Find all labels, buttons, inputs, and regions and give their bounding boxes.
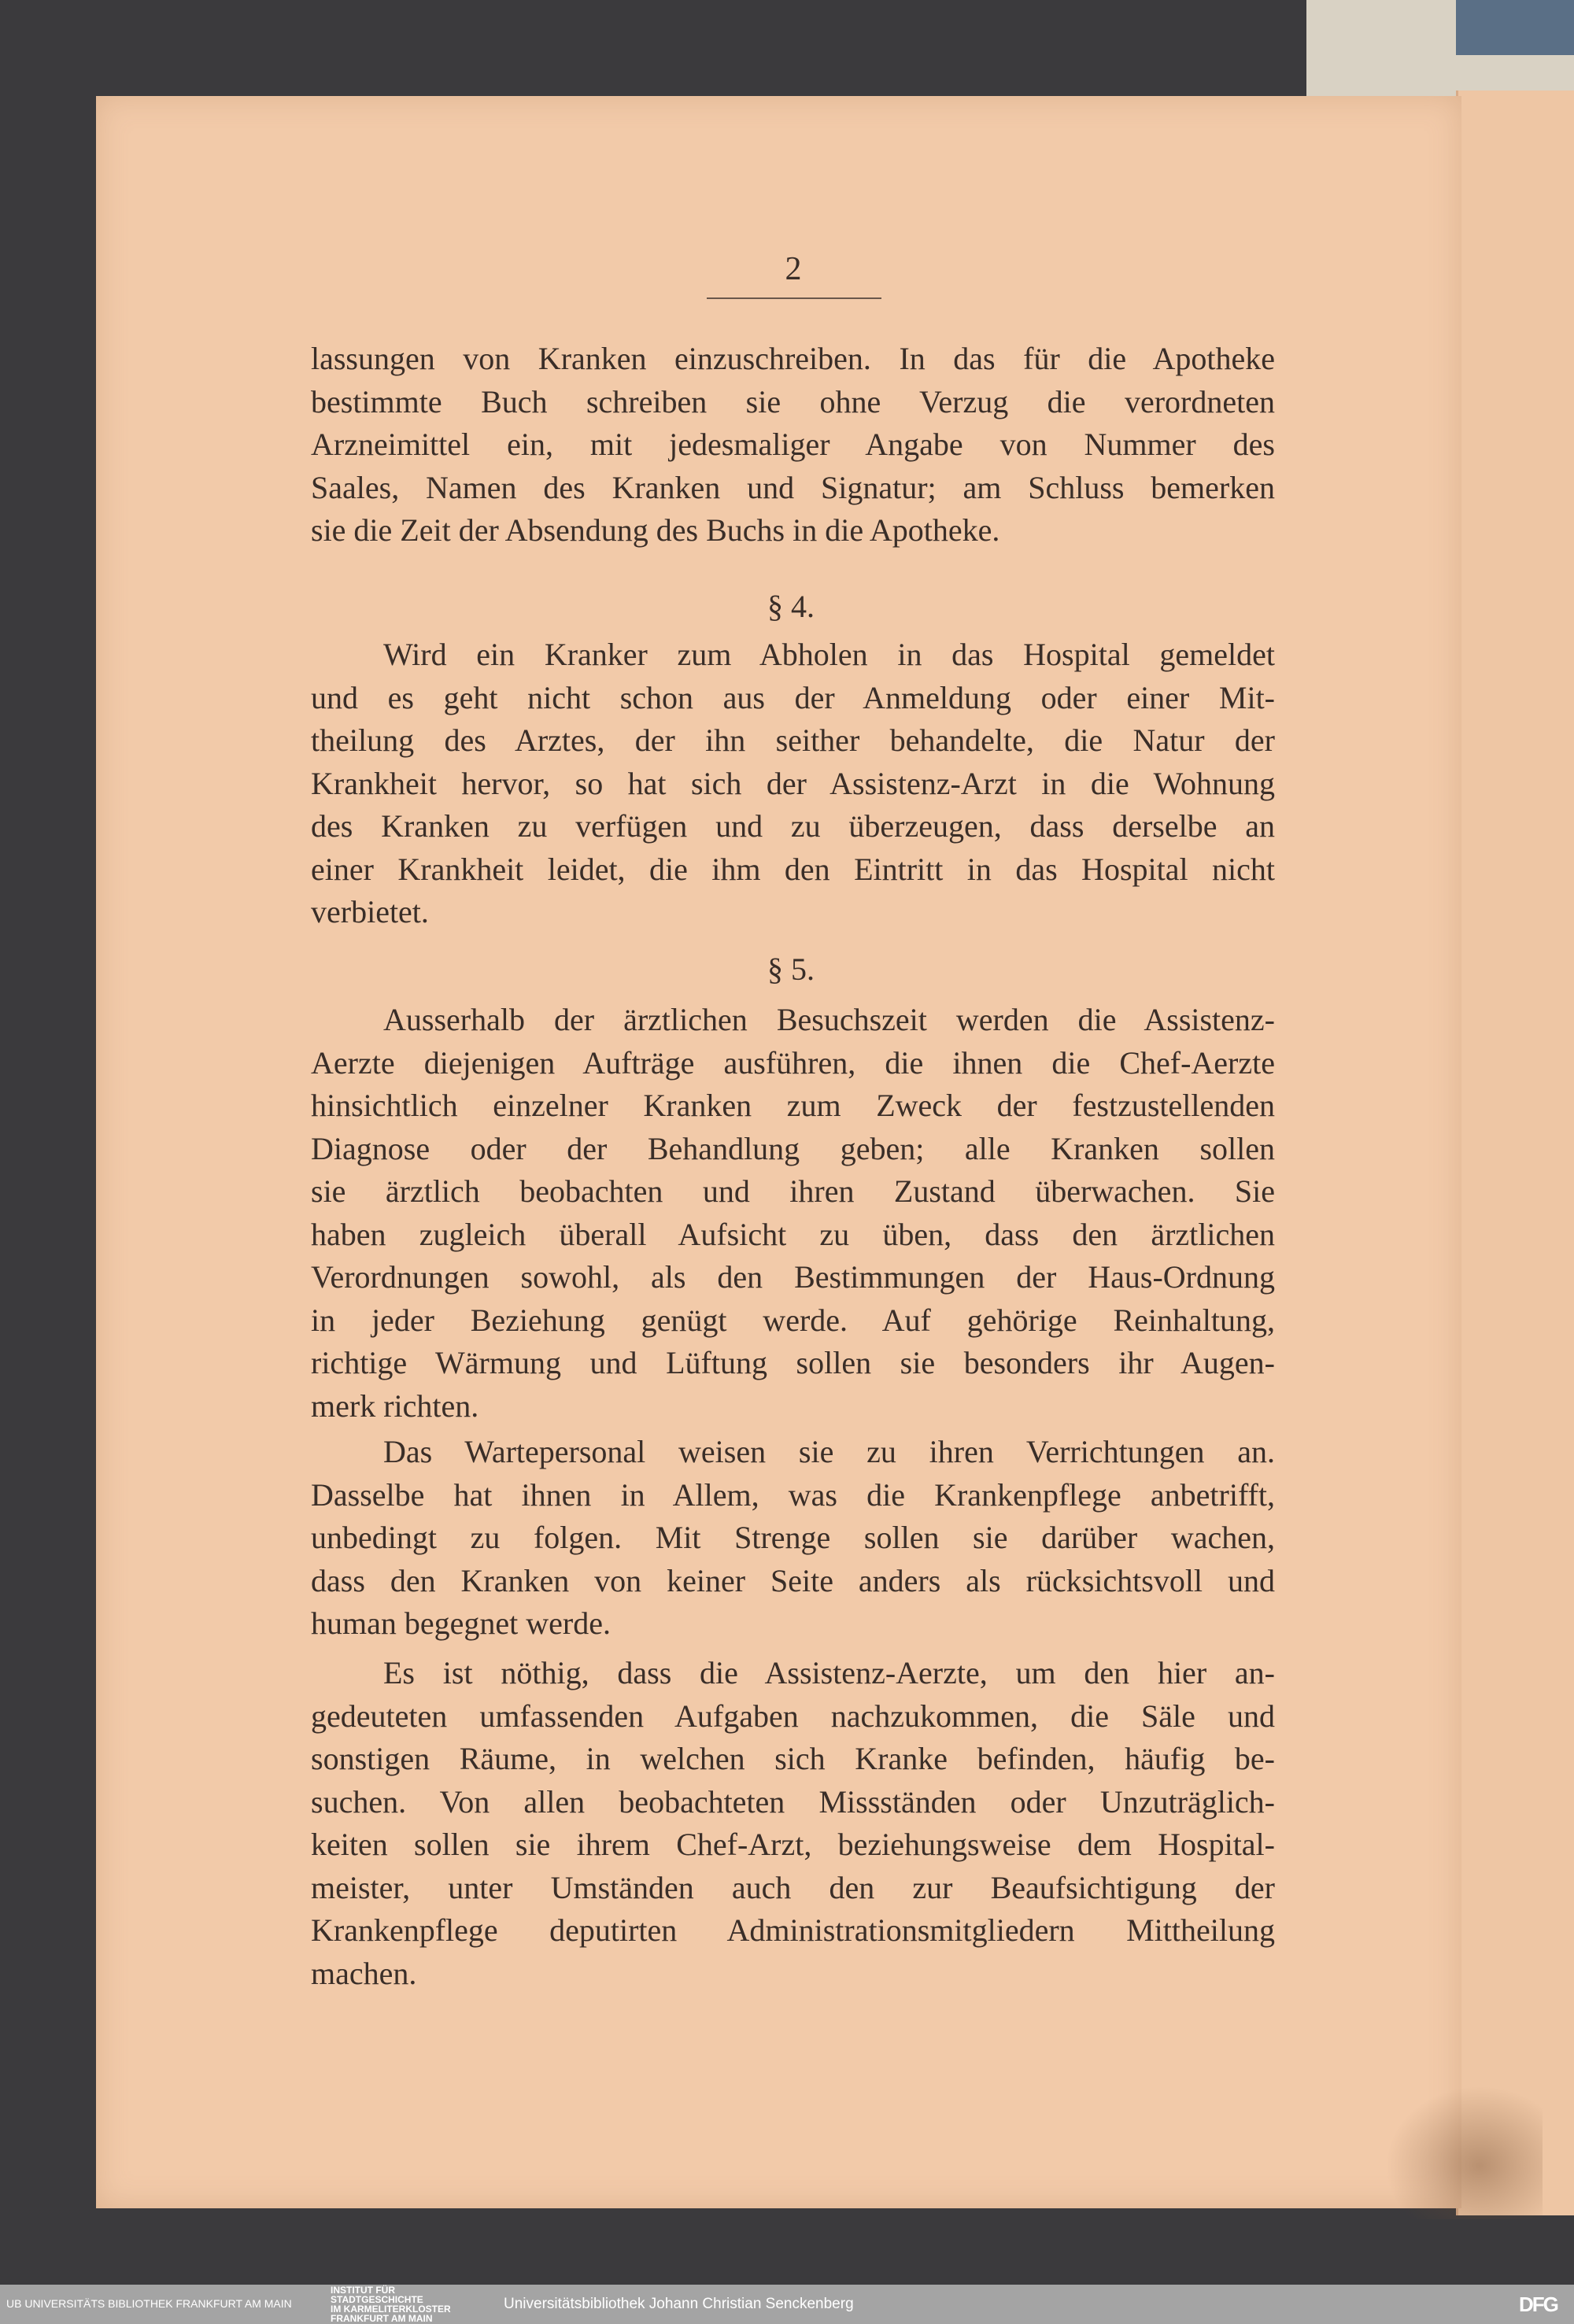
text-line: und es geht nicht schon aus der Anmeldung oder einer Mit- bbox=[311, 679, 1275, 715]
text-line: einer Krankheit leidet, die ihm den Eintritt in das Hospital nicht bbox=[311, 851, 1275, 887]
page-stain bbox=[1385, 2086, 1543, 2219]
text-line: sie ärztlich beobachten und ihren Zustand überwachen. Sie bbox=[311, 1173, 1275, 1209]
paragraph-5 bbox=[311, 1652, 1275, 1995]
paragraph-3 bbox=[311, 999, 1275, 1428]
page-number-text: 2 bbox=[785, 251, 802, 287]
paragraph-1 bbox=[311, 338, 1275, 552]
text-line: Aerzte diejenigen Aufträge ausführen, die ihnen die Chef-Aerzte bbox=[311, 1044, 1275, 1081]
text-line: Krankenpflege deputirten Administrationsmitgliedern Mittheilung bbox=[311, 1912, 1275, 1948]
header-rule bbox=[707, 297, 881, 299]
text-line: Dasselbe hat ihnen in Allem, was die Krankenpflege anbetrifft, bbox=[311, 1476, 1275, 1513]
ub-logo[interactable] bbox=[6, 2296, 292, 2311]
adjacent-page-edge bbox=[1456, 91, 1574, 2215]
text-line: hinsichtlich einzelner Kranken zum Zweck der festzustellenden bbox=[311, 1088, 1275, 1123]
text-line: human begegnet werde. bbox=[311, 1605, 611, 1641]
text-line: haben zugleich überall Aufsicht zu üben, dass den ärztlichen bbox=[311, 1216, 1275, 1252]
ub-logo-text: UB UNIVERSITÄTS BIBLIOTHEK FRANKFURT AM MAIN bbox=[6, 2297, 292, 2310]
institute-logo[interactable] bbox=[331, 2285, 451, 2323]
text-line: Es ist nöthig, dass die Assistenz-Aerzte, um den hier an- bbox=[383, 1655, 1275, 1690]
text-line: Arzneimittel ein, mit jedesmaliger Angabe von Nummer des bbox=[311, 427, 1275, 462]
text-line: richtige Wärmung und Lüftung sollen sie besonders ihr Augen- bbox=[311, 1345, 1275, 1380]
footer-bar bbox=[0, 2285, 1574, 2324]
text-line: sie die Zeit der Absendung des Buchs in die Apotheke. bbox=[311, 512, 1000, 548]
text-line: theilung des Arztes, der ihn seither behandelte, die Natur der bbox=[311, 722, 1275, 758]
institute-line: IM KARMELITERKLOSTER bbox=[331, 2304, 451, 2315]
text-line: Saales, Namen des Kranken und Signatur; am Schluss bemerken bbox=[311, 469, 1275, 505]
background-scrap bbox=[1456, 0, 1574, 55]
text-line: unbedingt zu folgen. Mit Strenge sollen sie darüber wachen, bbox=[311, 1520, 1275, 1555]
text-line: machen. bbox=[311, 1955, 417, 1991]
dfg-logo[interactable]: DFG bbox=[1519, 2293, 1557, 2316]
text-line: des Kranken zu verfügen und zu überzeugen, dass derselbe an bbox=[311, 808, 1275, 844]
section-heading-5: § 5. bbox=[767, 951, 815, 987]
institute-line: FRANKFURT AM MAIN bbox=[331, 2313, 433, 2324]
text-line: verbietet. bbox=[311, 894, 429, 929]
institute-line: INSTITUT FÜR bbox=[331, 2285, 395, 2296]
text-line: keiten sollen sie ihrem Chef-Arzt, beziehungsweise dem Hospital- bbox=[311, 1827, 1275, 1862]
text-line: gedeuteten umfassenden Aufgaben nachzukommen, die Säle und bbox=[311, 1698, 1275, 1734]
text-line: meister, unter Umständen auch den zur Beaufsichtigung der bbox=[311, 1869, 1275, 1905]
text-line: suchen. Von allen beobachteten Missständen oder Unzuträglich- bbox=[311, 1783, 1275, 1820]
library-name[interactable]: Universitätsbibliothek Johann Christian Senckenberg bbox=[504, 2296, 854, 2312]
text-line: Krankheit hervor, so hat sich der Assistenz-Arzt in die Wohnung bbox=[311, 765, 1275, 801]
text-line: sonstigen Räume, in welchen sich Kranke befinden, häufig be- bbox=[311, 1741, 1275, 1776]
text-line: dass den Kranken von keiner Seite anders als rücksichtsvoll und bbox=[311, 1562, 1275, 1598]
text-line: Verordnungen sowohl, als den Bestimmungen der Haus-Ordnung bbox=[311, 1259, 1275, 1295]
text-line: Diagnose oder der Behandlung geben; alle Kranken sollen bbox=[311, 1130, 1275, 1166]
text-line: Ausserhalb der ärztlichen Besuchszeit werden die Assistenz- bbox=[383, 1002, 1275, 1037]
paragraph-2 bbox=[311, 634, 1275, 934]
text-line: Wird ein Kranker zum Abholen in das Hospital gemeldet bbox=[383, 637, 1275, 672]
page-number bbox=[0, 250, 1574, 288]
text-line: in jeder Beziehung genügt werde. Auf gehörige Reinhaltung, bbox=[311, 1302, 1275, 1338]
section-heading-4: § 4. bbox=[767, 589, 815, 624]
institute-line: STADTGESCHICHTE bbox=[331, 2294, 423, 2305]
text-line: merk richten. bbox=[311, 1387, 479, 1424]
text-line: Das Wartepersonal weisen sie zu ihren Verrichtungen an. bbox=[383, 1434, 1275, 1469]
text-line: bestimmte Buch schreiben sie ohne Verzug die verordneten bbox=[311, 383, 1275, 419]
text-line: lassungen von Kranken einzuschreiben. In das für die Apotheke bbox=[311, 341, 1275, 376]
paragraph-4 bbox=[311, 1431, 1275, 1646]
